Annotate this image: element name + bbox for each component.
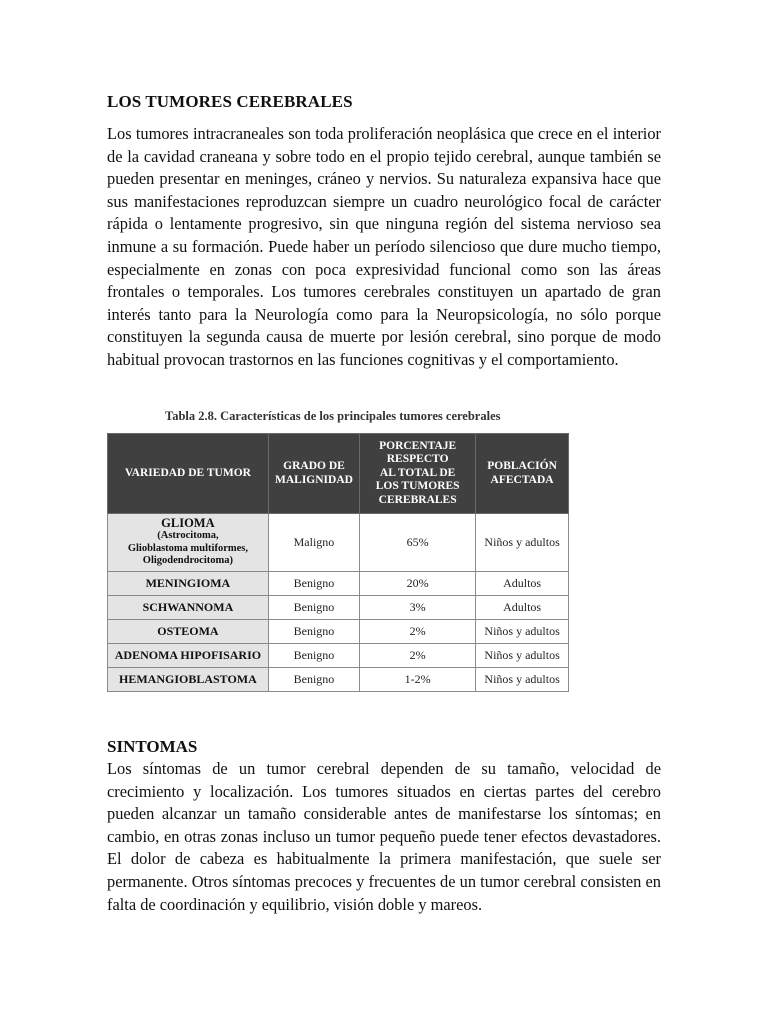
cell-population: Niños y adultos [476, 514, 569, 572]
cell-percentage: 2% [360, 620, 476, 644]
cell-percentage: 65% [360, 514, 476, 572]
cell-grade: Benigno [268, 572, 359, 596]
tumor-characteristics-table [107, 433, 569, 692]
cell-variety: SCHWANNOMA [108, 596, 269, 620]
cell-grade: Benigno [268, 620, 359, 644]
cell-variety: ADENOMA HIPOFISARIO [108, 644, 269, 668]
table-row [108, 620, 569, 644]
cell-percentage: 20% [360, 572, 476, 596]
symptoms-paragraph: Los síntomas de un tumor cerebral dependen de su tamaño, velocidad de crecimiento y localización. Los tumores situados en ciertas partes del cerebro pueden alcanzar un tamaño considerable antes de manifestarse los síntomas; en cambio, en otras zonas incluso un tumor pequeño puede tener efectos devastadores. El dolor de cabeza es habitualmente la primera manifestación, que suele ser permanente. Otros síntomas precoces y frecuentes de un tumor cerebral consisten en falta de coordinación y equilibrio, visión doble y mareos. [107, 759, 661, 914]
header-population: POBLACIÓN AFECTADA [476, 434, 569, 514]
cell-grade: Maligno [268, 514, 359, 572]
table-row [108, 668, 569, 692]
cell-variety: OSTEOMA [108, 620, 269, 644]
cell-grade: Benigno [268, 668, 359, 692]
table-row [108, 514, 569, 572]
cell-variety: GLIOMA (Astrocitoma, Glioblastoma multiformes, Oligodendrocitoma) [108, 514, 269, 572]
section-title-sintomas: SINTOMAS [107, 737, 198, 756]
table-row [108, 572, 569, 596]
cell-population: Adultos [476, 572, 569, 596]
cell-population: Adultos [476, 596, 569, 620]
cell-variety: HEMANGIOBLASTOMA [108, 668, 269, 692]
cell-population: Niños y adultos [476, 620, 569, 644]
cell-population: Niños y adultos [476, 644, 569, 668]
section-title-tumores: LOS TUMORES CEREBRALES [107, 92, 353, 111]
table-caption: Tabla 2.8. Características de los principales tumores cerebrales [165, 409, 501, 423]
cell-variety: MENINGIOMA [108, 572, 269, 596]
cell-percentage: 2% [360, 644, 476, 668]
cell-percentage: 1-2% [360, 668, 476, 692]
header-grade: GRADO DE MALIGNIDAD [268, 434, 359, 514]
header-variety: VARIEDAD DE TUMOR [108, 434, 269, 514]
table-row [108, 596, 569, 620]
table-row [108, 644, 569, 668]
cell-grade: Benigno [268, 644, 359, 668]
cell-population: Niños y adultos [476, 668, 569, 692]
header-percentage: PORCENTAJE RESPECTO AL TOTAL DE LOS TUMORES CEREBRALES [360, 434, 476, 514]
cell-grade: Benigno [268, 596, 359, 620]
cell-percentage: 3% [360, 596, 476, 620]
intro-paragraph: Los tumores intracraneales son toda proliferación neoplásica que crece en el interior de la cavidad craneana y sobre todo en el propio tejido cerebral, aunque también se pueden presentar en meninges, cráneo y nervios. Su naturaleza expansiva hace que sus manifestaciones reproduzcan siempre un cuadro neurológico focal de carácter rápida o lentamente progresivo, sin que ninguna región del sistema nervioso sea inmune a su formación. Puede haber un período silencioso que dure mucho tiempo, especialmente en zonas con poca expresividad funcional como son las áreas frontales o temporales. Los tumores cerebrales constituyen un apartado de gran interés tanto para la Neurología como para la Neuropsicología, no sólo porque constituyen la segunda causa de muerte por lesión cerebral, sino porque de modo habitual provocan trastornos en las funciones cognitivas y el comportamiento. [107, 124, 661, 369]
table-header-row [108, 434, 569, 514]
